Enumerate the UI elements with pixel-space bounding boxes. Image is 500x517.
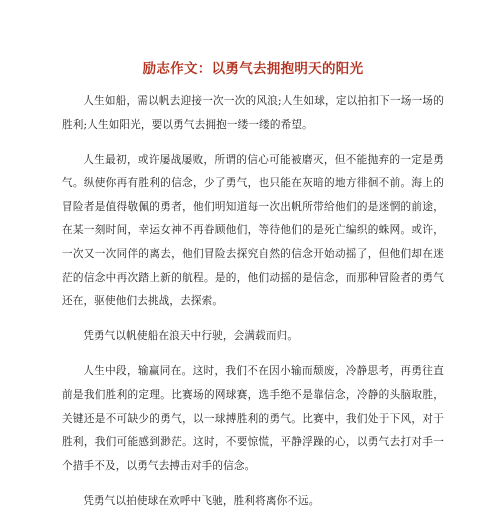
paragraph-2: 人生最初，或许屡战屡败，所谓的信心可能被磨灭，但不能抛弃的一定是勇气。纵使你再有胜利的信念，少了勇气，也只能在灰暗的地方徘徊不前。海上的冒险者是值得敬佩的勇者，他们明知道每一次出帆所带给他们的是迷惘的前途，在某一刻时间，幸运女神不再眷顾他们，等待他们的是死亡编织的蛛网。或许，一次又一次同伴的离去，他们冒险去探究自然的信念开始动摇了，但他们却在迷茫的信念中再次踏上新的航程。是的，他们动摇的是信念，而那种冒险者的勇气还在，驱使他们去挑战，去探索。 [62, 153, 444, 308]
paragraph-4: 人生中段，输赢同在。这时，我们不在因小输而颓废，冷静思考，再勇往直前是我们胜利的定理。比赛场的网球赛，选手绝不是靠信念，冷静的头脑取胜，关键还是不可缺少的勇气，以一球搏胜利的勇气。比赛中，我们处于下风，对于胜利，我们可能感到渺茫。这时，不要惊慌，平静浮躁的心，以勇气去打对手一个措手不及，以勇气去搏击对手的信念。 [62, 365, 444, 472]
paragraph-3: 凭勇气以帆使船在浪天中行驶，会满载而归。 [83, 330, 299, 343]
paragraph-5: 凭勇气以拍使球在欢呼中飞驰，胜利将离你不远。 [83, 494, 320, 507]
paragraph-1: 人生如船，需以帆去迎接一次一次的风浪;人生如球，定以拍扣下一场一场的胜利;人生如阳光，要以勇气去拥抱一缕一缕的希望。 [62, 95, 444, 131]
essay-title: 励志作文：以勇气去拥抱明天的阳光 [142, 61, 364, 77]
